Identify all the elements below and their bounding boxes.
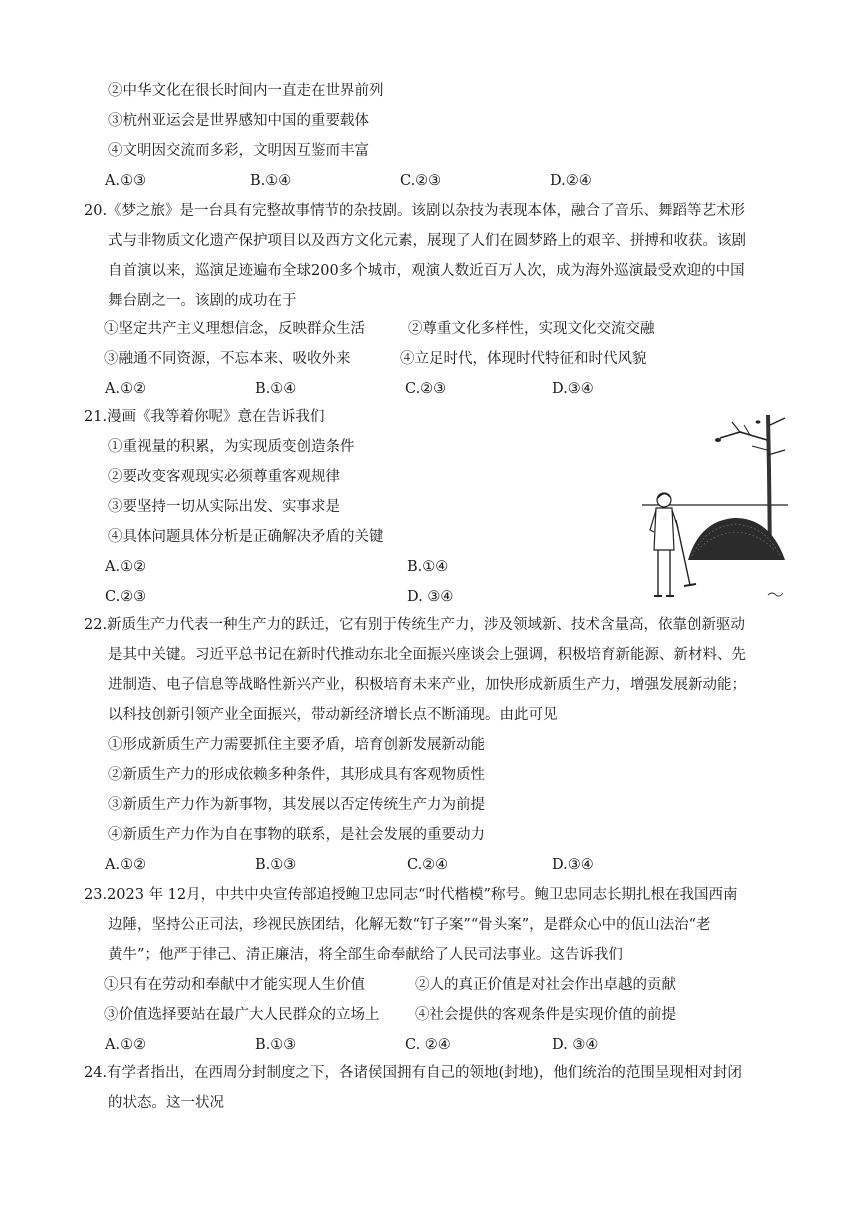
q19-option-b: B.①④	[250, 173, 292, 189]
q20-stem-line-4: 舞台剧之一。该剧的成功在于	[108, 293, 297, 309]
q20-item-2: ②尊重文化多样性，实现文化交流交融	[408, 321, 655, 337]
q22-option-b: B.①③	[255, 857, 297, 873]
q21-option-d: D. ③④	[407, 589, 454, 605]
q20-option-a: A.①②	[105, 381, 147, 397]
q19-option-a: A.①③	[105, 173, 147, 189]
q21-option-a: A.①②	[105, 559, 147, 575]
q23-option-a: A.①②	[105, 1037, 147, 1053]
q20-item-1: ①坚定共产主义理想信念，反映群众生活	[104, 321, 365, 337]
q22-option-d: D.③④	[552, 857, 594, 873]
cartoon-illustration	[640, 410, 790, 610]
q23-item-4: ④社会提供的客观条件是实现价值的前提	[415, 1007, 676, 1023]
q22-item-3: ③新质生产力作为新事物，其发展以否定传统生产力为前提	[108, 797, 485, 813]
q22-stem-line-3: 进制造、电子信息等战略性新兴产业，积极培育未来产业，加快形成新质生产力，增强发展新动能；	[108, 677, 746, 693]
q24-stem-line-2: 的状态。这一状况	[108, 1095, 224, 1111]
q20-item-3: ③融通不同资源，不忘本来、吸收外来	[104, 351, 351, 367]
q24-stem-line-1: 24.有学者指出，在西周分封制度之下，各诸侯国拥有自己的领地(封地)，他们统治的范围呈现相对封闭	[84, 1065, 742, 1081]
q23-stem-line-2: 边陲，坚持公正司法，珍视民族团结，化解无数“钉子案”“骨头案”，是群众心中的佤山法治“老	[108, 917, 711, 933]
q23-option-d: D. ③④	[552, 1037, 599, 1053]
q22-item-1: ①形成新质生产力需要抓住主要矛盾，培育创新发展新动能	[108, 737, 485, 753]
q23-item-3: ③价值选择要站在最广大人民群众的立场上	[104, 1007, 380, 1023]
q19-item-3: ③杭州亚运会是世界感知中国的重要载体	[108, 113, 369, 129]
q22-stem-line-1: 22.新质生产力代表一种生产力的跃迁，它有别于传统生产力，涉及领域新、技术含量高，依靠创新驱动	[84, 617, 746, 633]
q22-stem-line-2: 是其中关键。习近平总书记在新时代推动东北全面振兴座谈会上强调，积极培育新能源、新材料、先	[108, 647, 746, 663]
q19-option-c: C.②③	[400, 173, 442, 189]
q22-item-2: ②新质生产力的形成依赖多种条件，其形成具有客观物质性	[108, 767, 485, 783]
q22-stem-line-4: 以科技创新引领产业全面振兴，带动新经济增长点不断涌现。由此可见	[108, 707, 558, 723]
q22-option-a: A.①②	[105, 857, 147, 873]
q23-stem-line-3: 黄牛”；他严于律己、清正廉洁，将全部生命奉献给了人民司法事业。这告诉我们	[108, 947, 623, 963]
q20-option-b: B.①④	[255, 381, 297, 397]
q23-item-2: ②人的真正价值是对社会作出卓越的贡献	[415, 977, 676, 993]
q21-item-3: ③要坚持一切从实际出发、实事求是	[108, 499, 340, 515]
q23-option-b: B.①③	[255, 1037, 297, 1053]
q23-item-1: ①只有在劳动和奉献中才能实现人生价值	[104, 977, 365, 993]
q19-item-4: ④文明因交流而多彩，文明因互鉴而丰富	[108, 143, 369, 159]
q21-stem: 21.漫画《我等着你呢》意在告诉我们	[84, 409, 325, 425]
q19-item-2: ②中华文化在很长时间内一直走在世界前列	[108, 83, 384, 99]
q20-stem-line-1: 20.《梦之旅》是一台具有完整故事情节的杂技剧。该剧以杂技为表现本体，融合了音乐、舞蹈等艺术形	[84, 203, 746, 219]
q23-option-c: C. ②④	[405, 1037, 451, 1053]
q21-item-1: ①重视量的积累，为实现质变创造条件	[108, 439, 355, 455]
q22-option-c: C.②④	[407, 857, 449, 873]
q21-item-2: ②要改变客观现实必须尊重客观规律	[108, 469, 340, 485]
q22-item-4: ④新质生产力作为自在事物的联系，是社会发展的重要动力	[108, 827, 485, 843]
q20-stem-line-3: 自首演以来，巡演足迹遍布全球200多个城市，观演人数近百万人次，成为海外巡演最受欢迎的中国	[108, 263, 745, 279]
q20-stem-line-2: 式与非物质文化遗产保护项目以及西方文化元素，展现了人们在圆梦路上的艰辛、拼搏和收获。该剧	[108, 233, 746, 249]
q21-option-c: C.②③	[105, 589, 147, 605]
q23-stem-line-1: 23.2023 年 12月，中共中央宣传部追授鲍卫忠同志“时代楷模”称号。鲍卫忠同志长期扎根在我国西南	[84, 887, 738, 903]
q20-option-c: C.②③	[405, 381, 447, 397]
q20-option-d: D.③④	[552, 381, 594, 397]
q21-item-4: ④具体问题具体分析是正确解决矛盾的关键	[108, 529, 384, 545]
q19-option-d: D.②④	[550, 173, 592, 189]
q20-item-4: ④立足时代，体现时代特征和时代风貌	[400, 351, 647, 367]
q21-option-b: B.①④	[407, 559, 449, 575]
